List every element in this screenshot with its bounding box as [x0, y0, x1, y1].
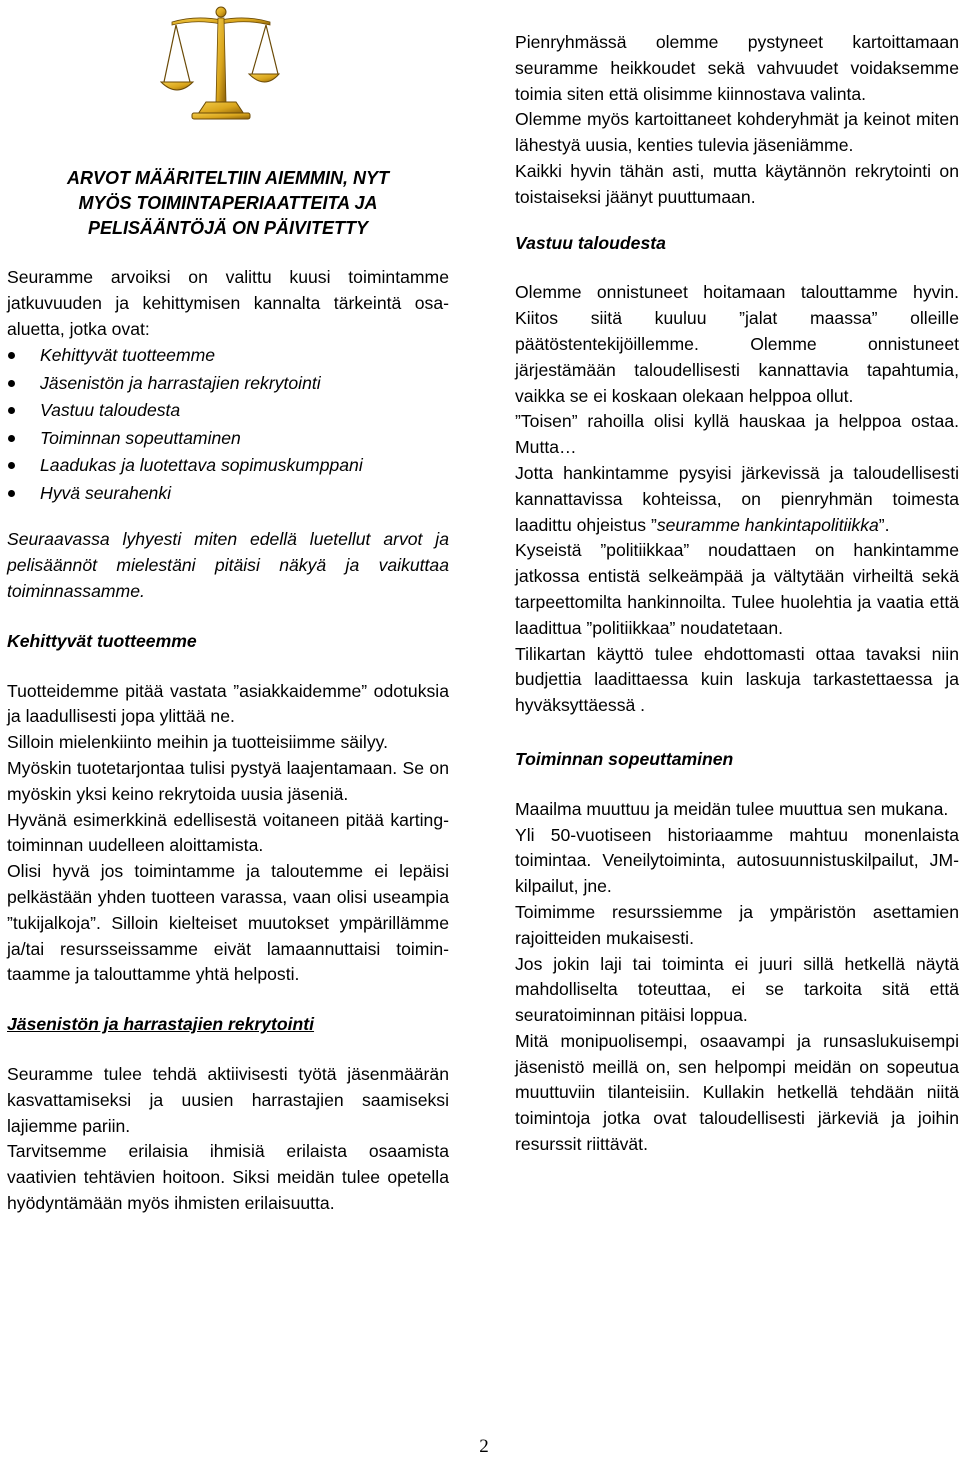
paragraph: Tarvitsemme erilaisia ihmisiä erilaista osaamista vaativien tehtävien hoitoon. Siksi meidän tulee opetella hyödyntämään myös ihmisten erilaisuutta. — [7, 1141, 449, 1213]
page-number: 2 — [479, 1436, 489, 1457]
bullet-icon — [8, 380, 15, 387]
list-item: Jäsenistön ja harrastajien rekrytointi — [7, 370, 449, 398]
right-column — [515, 0, 959, 1158]
section-title-products: Kehittyvät tuotteemme — [7, 630, 197, 651]
paragraph: Maailma muuttuu ja meidän tulee muuttua sen mukana. — [515, 798, 949, 819]
bullet-icon — [8, 352, 15, 359]
bullet-icon — [8, 407, 15, 414]
section-title-recruitment: Jäsenistön ja harrastajien rekrytointi — [7, 1014, 315, 1035]
paragraph: Olemme onnistuneet hoitamaan talouttamme hyvin. Kiitos siitä kuuluu ”jalat maassa” olleille päätöstentekijöillemme. Olemme onnistuneet järjestämään taloudellisesti kannattavia tapahtumia, vaikka se ei koskaan olekaan helppoa ollut. — [515, 282, 959, 406]
list-item: Vastuu taloudesta — [7, 397, 449, 425]
left-column — [7, 0, 449, 1217]
heading-line-3: PELISÄÄNTÖJÄ ON PÄIVITETTY — [87, 218, 369, 238]
paragraph: ”Toisen” rahoilla olisi kyllä hauskaa ja helppoa ostaa. Mutta… — [515, 411, 959, 458]
values-list — [7, 342, 449, 507]
paragraph: Yli 50-vuotiseen historiaamme mahtuu monenlaista toimintaa. Veneilytoiminta, autosuunnistuskilpailut, JM-kilpailut, jne. — [515, 824, 959, 897]
bullet-icon — [8, 462, 15, 469]
paragraph: Seuramme tulee tehdä aktiivisesti työtä jäsenmäärän kasvattamiseksi ja uusien harrastajien saamiseksi lajiemme pariin. — [7, 1063, 449, 1136]
paragraph: Jos jokin laji tai toiminta ei juuri sillä hetkellä näytä mahdolliselta toteuttaa, ei se tarkoita sitä että seuratoiminnan pitäisi loppua. — [515, 953, 959, 1026]
paragraph: Mitä monipuolisempi, osaavampi ja runsaslukuisempi jäsenistö meillä on, sen helpompi meidän on sopeutua muuttuviin tilanteisiin. Kullakin hetkellä tehdään niitä toimintoja jotka ovat taloudellisesti järkeviä ja joihin resurssit riittävät. — [515, 1030, 959, 1155]
paragraph: Jotta hankintamme pysyisi järkevissä ja taloudellisesti kannattavissa kohteissa, on pienryhmän toimesta laadittu ohjeistus ”seuramme hankintapolitiikka”. — [515, 462, 959, 535]
paragraph: Myöskin tuotetarjontaa tulisi pystyä laajentamaan. Se on myöskin yksi keino rekrytoida uusia jäseniä. — [7, 757, 449, 804]
paragraph: Olisi hyvä jos toimintamme ja taloutemme ei lepäisi pelkästään yhden tuotteen varassa, vaan olisi useampia ”tukijalkoja”. Silloin kielteiset muutokset ympärillämme ja/tai resursseissamme eivät lamaannuttaisi toimintaamme ja talouttamme yhtä helposti. — [7, 861, 449, 985]
bullet-icon — [8, 490, 15, 497]
paragraph: Tilikartan käyttö tulee ehdottomasti ottaa tavaksi niin budjettia laadittaessa kuin laskuja tarkastettaessa ja hyväksyttäessä . — [515, 643, 959, 716]
paragraph: Silloin mielenkiinto meihin ja tuotteisiimme säilyy. — [7, 732, 389, 753]
list-item: Hyvä seurahenki — [7, 480, 449, 508]
section-title-economy: Vastuu taloudesta — [515, 232, 666, 253]
list-item: Laadukas ja luotettava sopimuskumppani — [7, 452, 449, 480]
list-item: Kehittyvät tuotteemme — [7, 342, 449, 370]
section-title-adaptation: Toiminnan sopeuttaminen — [515, 748, 734, 769]
policy-name: seuramme hankintapolitiikka — [656, 514, 879, 535]
paragraph: Kyseistä ”politiikkaa” noudattaen on hankintamme jatkossa entistä selkeämpää ja vältytään virheiltä sekä tarpeettomilta hankinnoilta. Tulee huolehtia ja vaatia että laadittua ”politiikkaa” noudatetaan. — [515, 540, 959, 638]
paragraph: Kaikki hyvin tähän asti, mutta käytännön rekrytointi on toistaiseksi jäänyt puuttumaan. — [515, 160, 959, 207]
intro-paragraph: Seuramme arvoiksi on valittu kuusi toimintamme jatkuvuuden ja kehittymisen kannalta tärkeintä osa-aluetta, jotka ovat: — [7, 267, 449, 339]
paragraph: Tuotteidemme pitää vastata ”asiakkaidemme” odotuksia ja laadullisesti jopa ylittää ne. — [7, 680, 449, 727]
paragraph: Toimimme resurssiemme ja ympäristön asettamien rajoitteiden mukaisesti. — [515, 901, 959, 948]
page-heading — [7, 166, 449, 241]
list-item: Toiminnan sopeuttaminen — [7, 425, 449, 453]
paragraph: Hyvänä esimerkkinä edellisestä voitaneen pitää karting-toiminnan uudelleen aloittamista. — [7, 809, 449, 856]
heading-line-1: ARVOT MÄÄRITELTIIN AIEMMIN, NYT — [67, 168, 389, 188]
paragraph: Pienryhmässä olemme pystyneet kartoittamaan seuramme heikkoudet sekä vahvuudet voidaksemme toimia siten että olisimme kiinnostava valinta. — [515, 32, 959, 104]
heading-line-2: MYÖS TOIMINTAPERIAATTEITA JA — [78, 193, 378, 213]
summary-paragraph: Seuraavassa lyhyesti miten edellä luetellut arvot ja pelisäännöt mielestäni pitäisi näkyä ja vaikuttaa toiminnassamme. — [7, 529, 449, 601]
bullet-icon — [8, 435, 15, 442]
paragraph: Olemme myös kartoittaneet kohderyhmät ja keinot miten lähestyä uusia, kenties tulevia jäseniämme. — [515, 109, 959, 156]
